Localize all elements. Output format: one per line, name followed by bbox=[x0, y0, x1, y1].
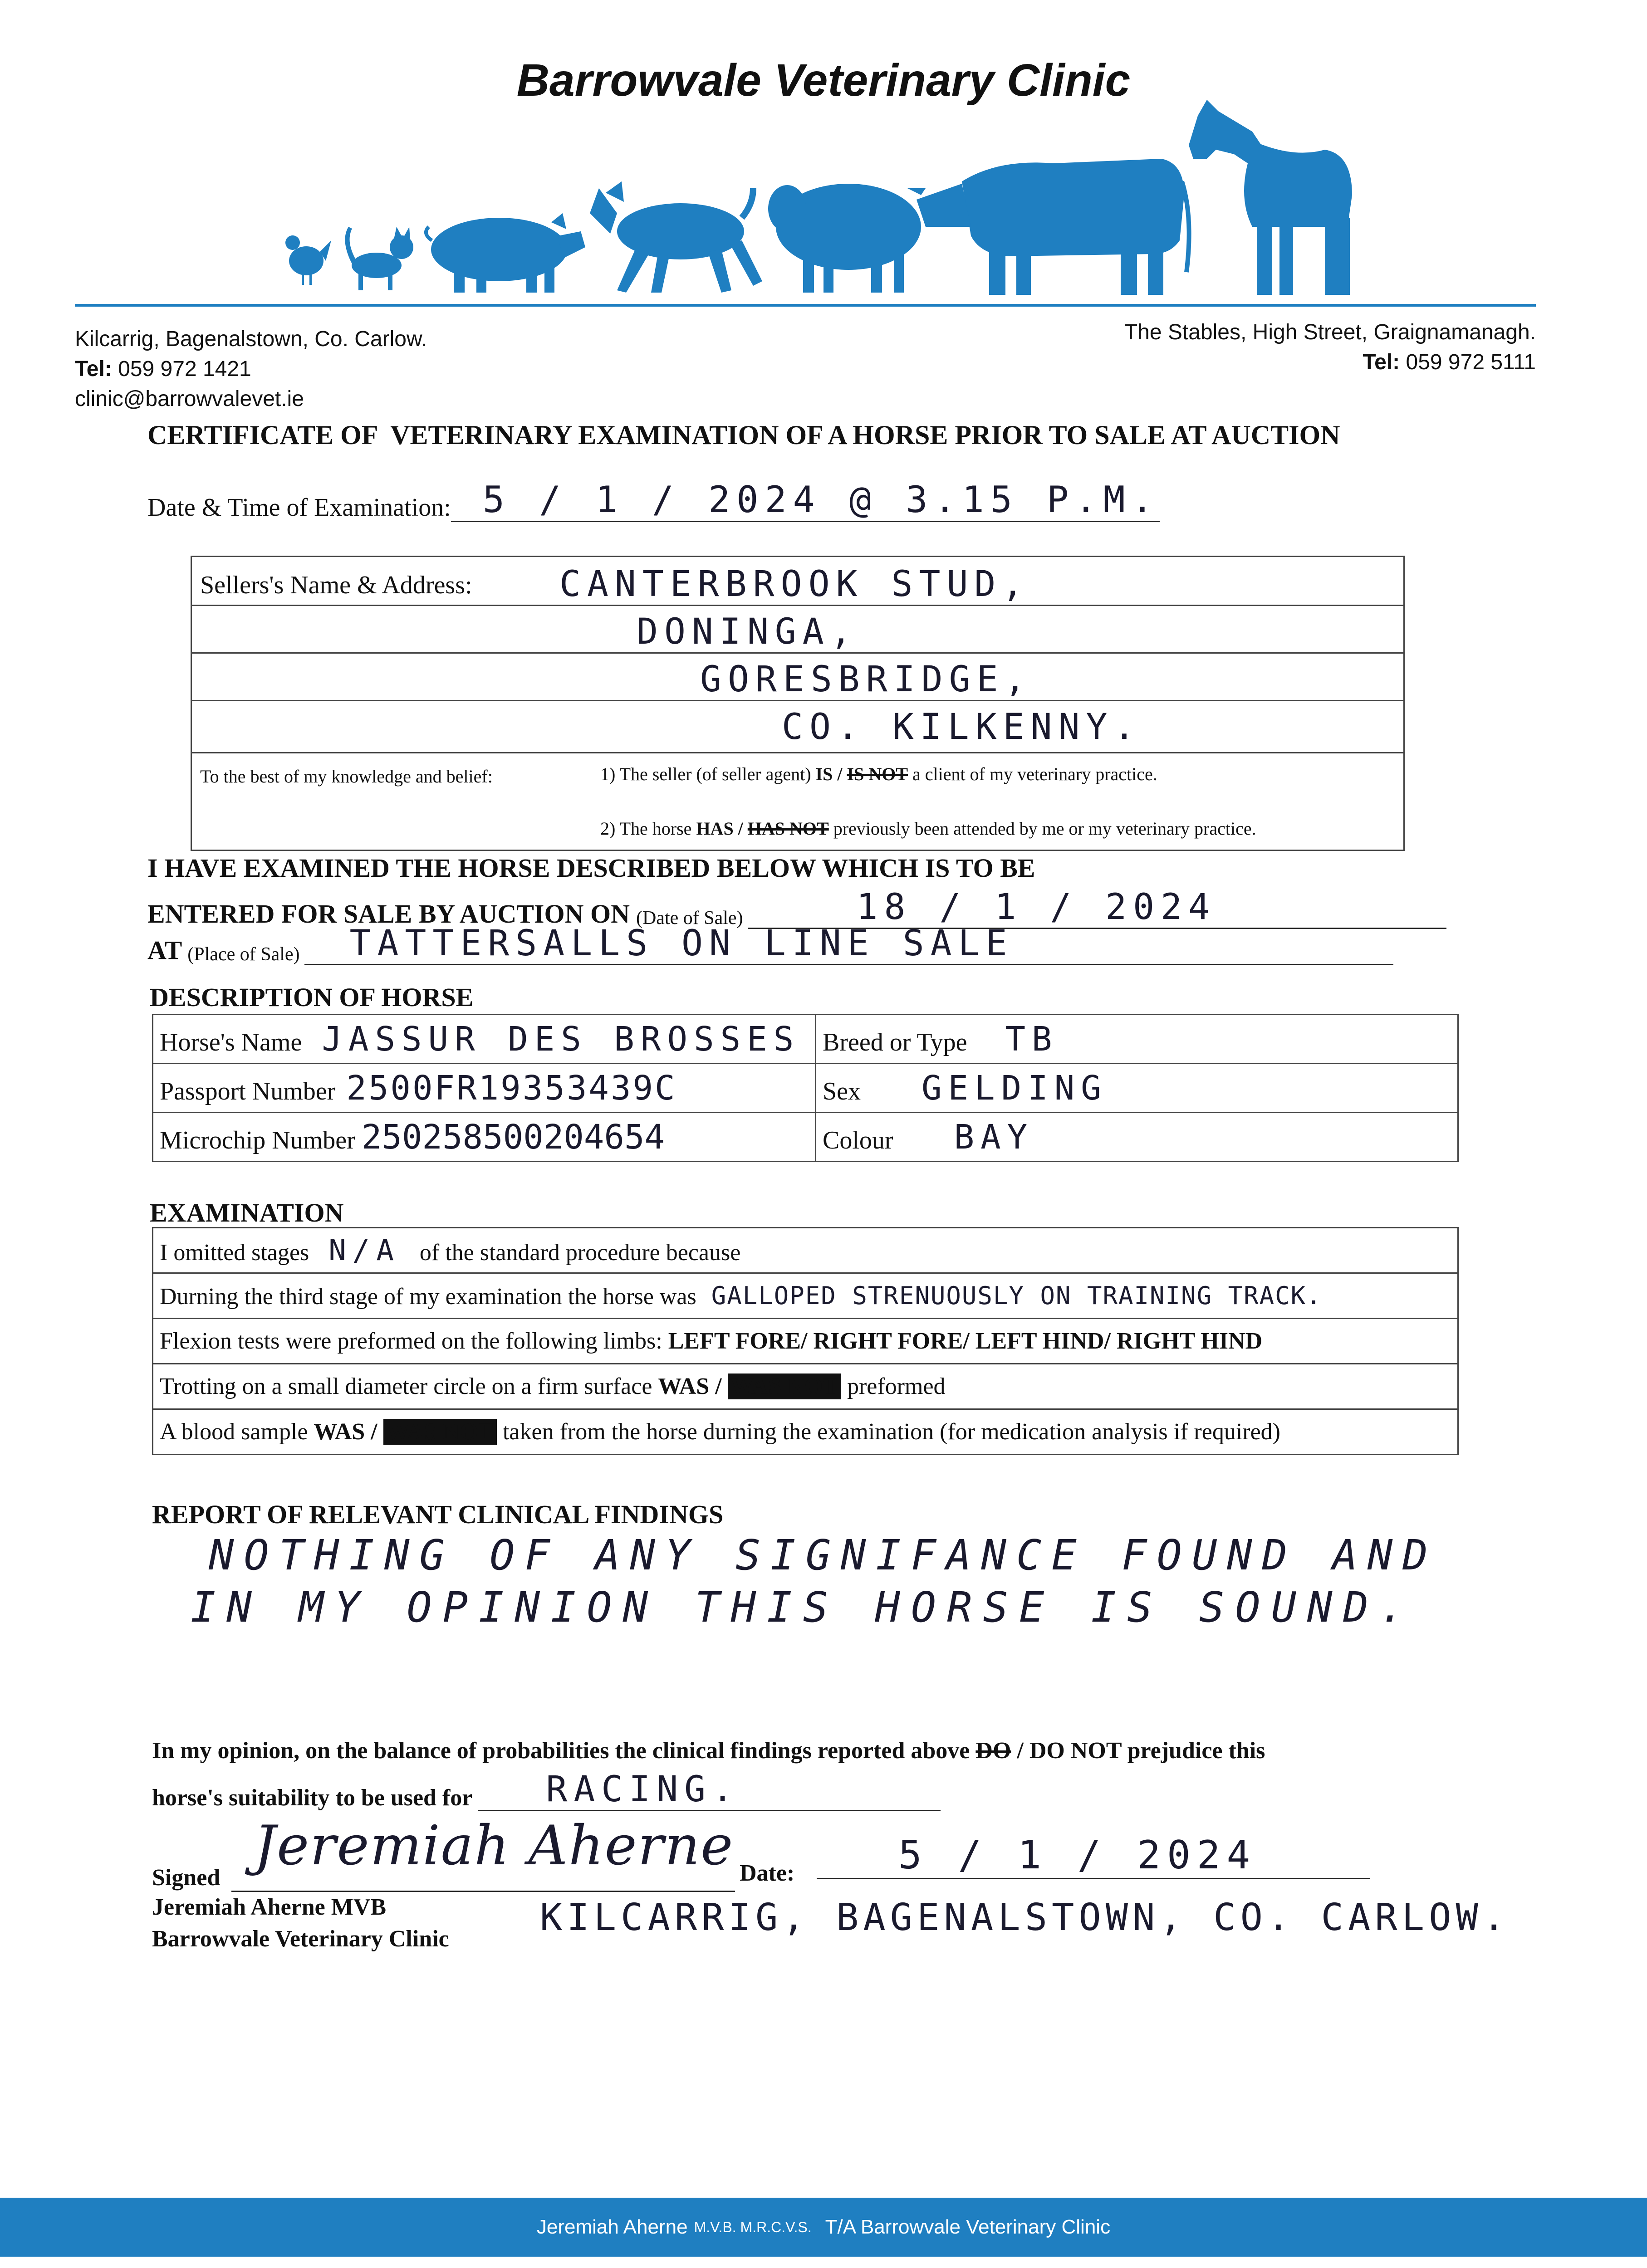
microchip-value: 250258500204654 bbox=[361, 1117, 665, 1157]
cow-icon bbox=[907, 159, 1189, 295]
horse-icon bbox=[1189, 100, 1352, 295]
sex-value: GELDING bbox=[922, 1068, 1108, 1108]
breed-value: TB bbox=[1005, 1019, 1059, 1059]
sale-place-value: TATTERSALLS ON LINE SALE bbox=[304, 923, 1393, 965]
seller-box bbox=[191, 556, 1405, 851]
clinic-email: clinic@barrowvalevet.ie bbox=[75, 387, 304, 411]
right-tel: 059 972 5111 bbox=[1406, 350, 1536, 374]
struck-is-not: IS NOT bbox=[847, 764, 908, 784]
sale-line-1: I HAVE EXAMINED THE HORSE DESCRIBED BELOW WHICH IS TO BE bbox=[147, 853, 1035, 883]
animal-silhouettes bbox=[272, 91, 1352, 295]
horse-section-title: DESCRIPTION OF HORSE bbox=[150, 982, 474, 1012]
left-address-block bbox=[75, 324, 427, 414]
report-line-1: NOTHING OF ANY SIGNIFANCE FOUND AND bbox=[209, 1531, 1438, 1579]
struck-has-not: HAS NOT bbox=[747, 818, 829, 839]
vet-clinic: Barrowvale Veterinary Clinic bbox=[152, 1926, 449, 1952]
flexion-limbs: LEFT FORE/ RIGHT FORE/ LEFT HIND/ RIGHT HIND bbox=[668, 1328, 1263, 1354]
signature-date-label: Date: bbox=[740, 1860, 795, 1886]
vet-address-handwritten: KILCARRIG, BAGENALSTOWN, CO. CARLOW. bbox=[540, 1896, 1510, 1939]
right-address-block bbox=[1124, 318, 1536, 377]
left-tel-line: Tel: 059 972 1421 bbox=[75, 357, 251, 381]
knowledge-label: To the best of my knowledge and belief: bbox=[200, 766, 493, 787]
signed-label: Signed bbox=[152, 1865, 221, 1891]
opinion-line-2: horse's suitability to be used for RACING. bbox=[152, 1769, 941, 1811]
examination-table: I omitted stages N/A of the standard procedure because Durning the third stage of my examination the horse was GALLOPED STRENUOUSLY ON TRAINING TRACK. Flexion tests were preformed on the following limbs: LEFT FORE/ RIGHT FORE/ LEFT HIND/ RIGHT HIND Trotting on a small diameter circle on a firm surface WAS / WAS NOT preformed A blood sample WAS / WAS NOT taken from the horse durning the examination (for medication analysis if required) bbox=[152, 1227, 1459, 1455]
colour-value: BAY bbox=[954, 1117, 1034, 1157]
certificate-title: CERTIFICATE OF VETERINARY EXAMINATION OF A HORSE PRIOR TO SALE AT AUCTION bbox=[147, 420, 1340, 450]
suitability-value: RACING. bbox=[478, 1769, 941, 1811]
omitted-stages-value: N/A bbox=[328, 1233, 400, 1267]
date-time-row bbox=[147, 479, 1160, 522]
seller-statement-1: 1) The seller (of seller agent) IS / IS NOT a client of my veterinary practice. bbox=[600, 764, 1157, 784]
signature-scrawl: Jeremiah Aherne bbox=[254, 1814, 734, 1877]
date-time-label: Date & Time of Examination: bbox=[147, 494, 451, 522]
header-divider bbox=[75, 304, 1536, 307]
passport-value: 2500FR19353439C bbox=[346, 1068, 677, 1108]
footer-qualifications: M.V.B. M.R.C.V.S. bbox=[694, 2219, 812, 2235]
footer-name: Jeremiah Aherne bbox=[536, 2216, 688, 2238]
struck-do: DO bbox=[975, 1738, 1011, 1764]
pig-icon bbox=[426, 213, 585, 293]
footer-bar bbox=[0, 2198, 1647, 2257]
examination-section-title: EXAMINATION bbox=[150, 1198, 344, 1227]
vet-name: Jeremiah Aherne MVB bbox=[152, 1894, 387, 1920]
left-tel: 059 972 1421 bbox=[118, 357, 251, 381]
seller-line-1: CANTERBROOK STUD, bbox=[559, 564, 1030, 605]
signature-date-value: 5 / 1 / 2024 bbox=[817, 1833, 1370, 1879]
seller-line-2: DONINGA, bbox=[637, 611, 858, 652]
horse-description-table: Horse's Name JASSUR DES BROSSES Breed or Type TB Passport Number 2500FR19353439C Sex GELDING Microchip Number 250258500204654 Colour BAY bbox=[152, 1014, 1459, 1162]
dog-icon bbox=[590, 181, 762, 293]
seller-label: Sellers's Name & Address: bbox=[200, 571, 472, 599]
seller-line-4: CO. KILKENNY. bbox=[782, 707, 1142, 748]
hen-icon bbox=[285, 235, 331, 285]
sale-date-value: 18 / 1 / 2024 bbox=[748, 887, 1446, 929]
left-address: Kilcarrig, Bagenalstown, Co. Carlow. bbox=[75, 327, 427, 351]
seller-line-3: GORESBRIDGE, bbox=[700, 659, 1032, 700]
date-time-value: 5 / 1 / 2024 @ 3.15 P.M. bbox=[451, 479, 1160, 522]
third-stage-value: GALLOPED STRENUOUSLY ON TRAINING TRACK. bbox=[711, 1281, 1322, 1310]
sale-place-row: AT (Place of Sale) TATTERSALLS ON LINE SALE bbox=[147, 923, 1393, 965]
sheep-icon bbox=[768, 184, 921, 293]
cat-icon bbox=[345, 227, 413, 290]
seller-statement-2: 2) The horse HAS / HAS NOT previously been attended by me or my veterinary practice. bbox=[600, 818, 1256, 839]
opinion-line-1: In my opinion, on the balance of probabilities the clinical findings reported above DO / DO NOT prejudice this bbox=[152, 1738, 1265, 1764]
report-line-2: IN MY OPINION THIS HORSE IS SOUND. bbox=[191, 1583, 1416, 1632]
redacted-blood-was-not: WAS NOT bbox=[383, 1419, 497, 1445]
right-tel-line: Tel: 059 972 5111 bbox=[1363, 350, 1536, 374]
clinic-name: Barrowvale Veterinary Clinic bbox=[516, 55, 1131, 106]
horse-name-value: JASSUR DES BROSSES bbox=[322, 1019, 800, 1059]
footer-trading-as: T/A Barrowvale Veterinary Clinic bbox=[825, 2216, 1111, 2238]
report-section-title: REPORT OF RELEVANT CLINICAL FINDINGS bbox=[152, 1500, 724, 1529]
sale-line-2: ENTERED FOR SALE BY AUCTION ON (Date of Sale) 18 / 1 / 2024 bbox=[147, 887, 1446, 929]
redacted-was-not: WAS NOT bbox=[728, 1374, 841, 1399]
right-address: The Stables, High Street, Graignamanagh. bbox=[1124, 320, 1536, 344]
